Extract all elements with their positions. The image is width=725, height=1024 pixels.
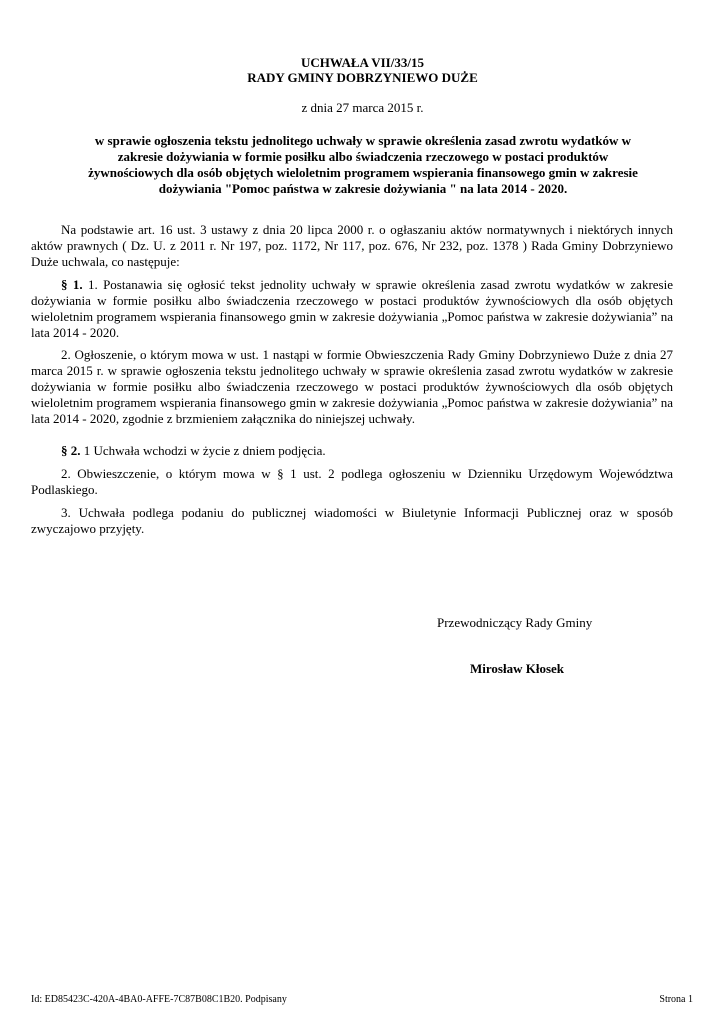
section-1-para-1-text: 1. Postanawia się ogłosić tekst jednolity uchwały w sprawie określenia zasad zwrotu wydatków w zakresie dożywiania w formie posiłku albo świadczenia rzeczowego w postaci produktów żywnościowych dla osób objętych wieloletnim programem wspierania finansowego gmin w zakresie dożywiania „Pomoc państwa w zakresie dożywiania” na lata 2014 - 2020.: [31, 277, 673, 340]
section-2-para-2: 2. Obwieszczenie, o którym mowa w § 1 ust. 2 podlega ogłoszeniu w Dzienniku Urzędowym Województwa Podlaskiego.: [31, 466, 673, 497]
section-1-para-2: 2. Ogłoszenie, o którym mowa w ust. 1 nastąpi w formie Obwieszczenia Rady Gminy Dobrzyniewo Duże z dnia 27 marca 2015 r. w sprawie ogłoszenia tekstu jednolitego uchwały w sprawie określenia zasad zwrotu wydatków w zakresie dożywiania w formie posiłku albo świadczenia rzeczowego w postaci produktów żywnościowych dla osób objętych wieloletnim programem wspierania finansowego gmin w zakresie dożywiania „Pomoc państwa w zakresie dożywiania” na lata 2014 - 2020, zgodnie z brzmieniem załącznika do niniejszej uchwały.: [31, 347, 673, 426]
section-2-para-2-block: [31, 466, 673, 498]
section-1-mark: § 1.: [61, 277, 83, 292]
section-2-para-1: [31, 443, 673, 459]
section-2-para-1-text: 1 Uchwała wchodzi w życie z dniem podjęcia.: [80, 443, 326, 458]
council-name: RADY GMINY DOBRZYNIEWO DUŻE: [247, 70, 478, 85]
section-1-para-1: [31, 277, 673, 341]
section-2-para-3-block: [31, 505, 673, 537]
signatory-name: Mirosław Kłosek: [470, 661, 565, 676]
section-2-para-3: 3. Uchwała podlega podaniu do publicznej wiadomości w Biuletynie Informacji Publicznej oraz w sposób zwyczajowo przyjęty.: [31, 505, 673, 536]
section-1-para-1-block: [31, 277, 673, 341]
page-number: Strona 1: [659, 994, 693, 1005]
resolution-number: UCHWAŁA VII/33/15: [301, 55, 424, 70]
resolution-date: z dnia 27 marca 2015 r.: [301, 100, 424, 115]
resolution-subject: w sprawie ogłoszenia tekstu jednolitego uchwały w sprawie określenia zasad zwrotu wydatków w zakresie dożywiania w formie posiłku albo świadczenia rzeczowego w postaci produktów żywnościowych dla osób objętych wieloletnim programem wspierania finansowego gmin w zakresie dożywiania "Pomoc państwa w zakresie dożywiania " na lata 2014 - 2020.: [88, 133, 638, 196]
section-2-para-1-block: [31, 443, 673, 459]
preamble-block: [31, 222, 673, 270]
signatory-role: Przewodniczący Rady Gminy: [437, 615, 593, 630]
document-id: Id: ED85423C-420A-4BA0-AFFE-7C87B08C1B20. Podpisany: [31, 994, 287, 1005]
section-1-para-2-block: [31, 347, 673, 427]
preamble: Na podstawie art. 16 ust. 3 ustawy z dnia 20 lipca 2000 r. o ogłaszaniu aktów normatywnych i niektórych innych aktów prawnych ( Dz. U. z 2011 r. Nr 197, poz. 1172, Nr 117, poz. 676, Nr 232, poz. 1378 ) Rada Gminy Dobrzyniewo Duże uchwala, co następuje:: [31, 222, 673, 269]
section-2-mark: § 2.: [61, 443, 81, 458]
